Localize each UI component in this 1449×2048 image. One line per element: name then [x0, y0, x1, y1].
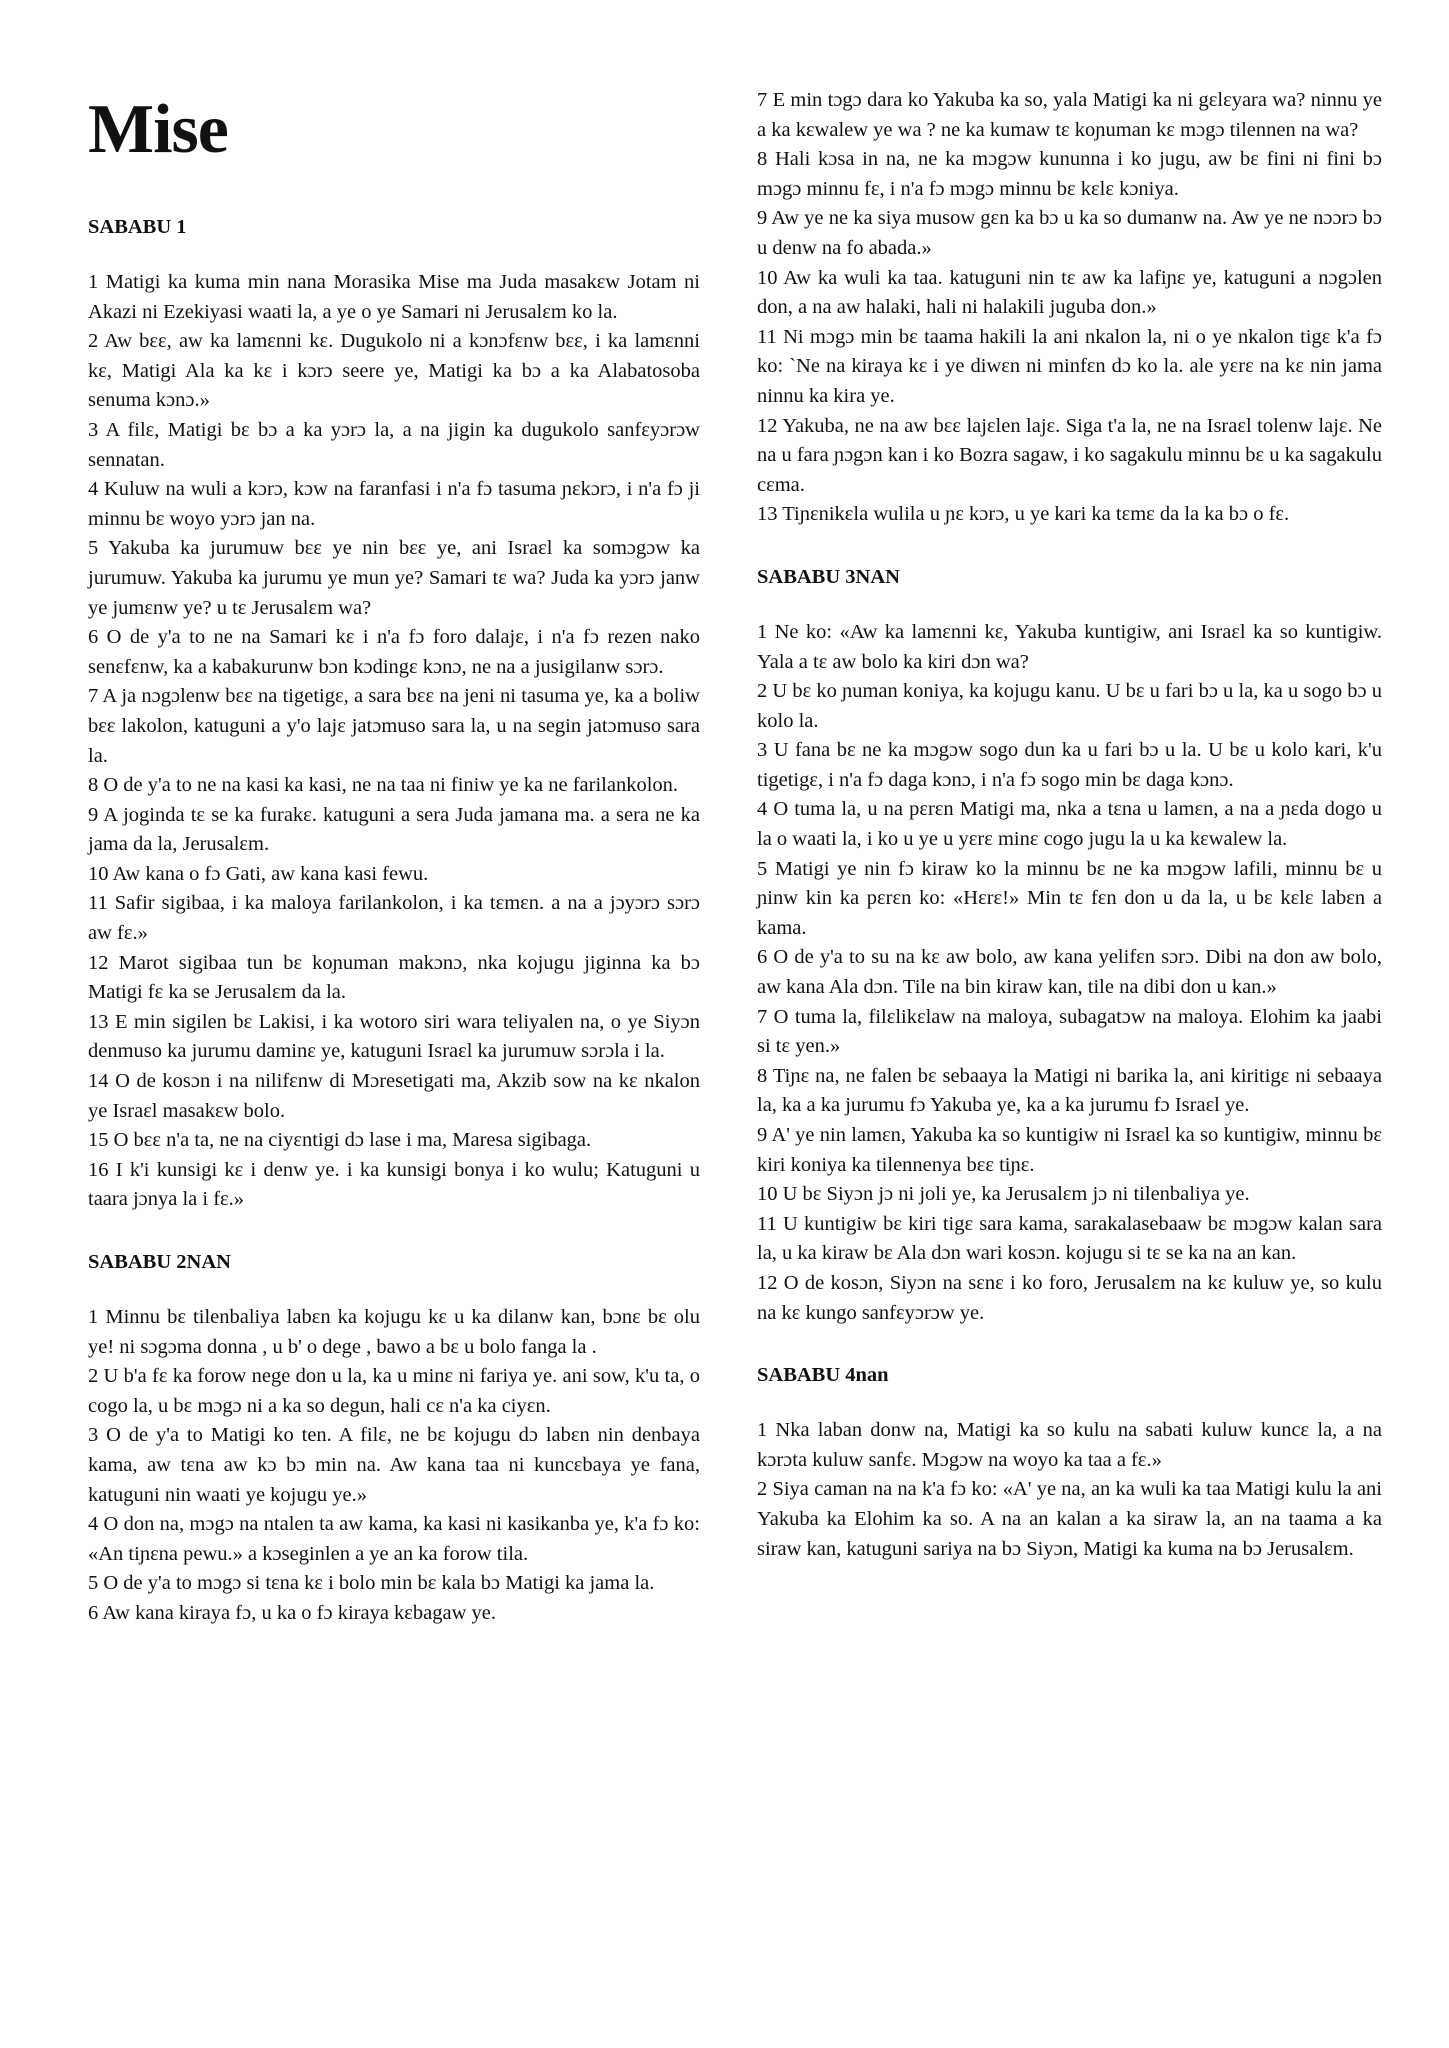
verse: 2 Siya caman na na k'a fɔ ko: «A' ye na, an ka wuli ka taa Matigi kulu la ani Yakuba ka Elohim ka so. A na an kalan a ka siraw la, an na taama a ka siraw kan, katuguni sariya na bɔ Siyɔn, Matigi ka kuma na bɔ Jerusalɛm.: [757, 1478, 1382, 1560]
verse: 6 O de y'a to su na kɛ aw bolo, aw kana yelifɛn sɔrɔ. Dibi na don aw bolo, aw kana Ala dɔn. Tile na bin kiraw kan, tile na dibi don u kan.»: [757, 946, 1382, 999]
verse: 3 U fana bɛ ne ka mɔgɔw sogo dun ka u fari bɔ u la. U bɛ u kolo kari, k'u tigetigɛ, i n'a fɔ daga kɔnɔ, i n'a fɔ sogo min bɛ daga kɔnɔ.: [757, 739, 1382, 791]
chapter-4: [757, 1362, 1382, 1564]
verse: 13 Tiɲɛnikɛla wulila u ɲɛ kɔrɔ, u ye kari ka tɛmɛ da la ka bɔ o fɛ.: [757, 503, 1290, 526]
verse: 1 Matigi ka kuma min nana Morasika Mise ma Juda masakɛw Jotam ni Akazi ni Ezekiyasi waati la, a ye o ye Samari ni Jerusalɛm ko la.: [88, 271, 700, 323]
verse: 11 U kuntigiw bɛ kiri tigɛ sara kama, sarakalasebaaw bɛ mɔgɔw kalan sara la, u ka kiraw bɛ Ala dɔn wari kosɔn. kojugu si tɛ se ka na an kan.: [757, 1212, 1382, 1265]
verse: 3 O de y'a to Matigi ko ten. A filɛ, ne bɛ kojugu dɔ labɛn nin denbaya kama, aw tɛna aw kɔ bɔ min na. Aw kana taa ni kuncɛbaya ye fana, katuguni nin waati ye kojugu ye.»: [88, 1424, 700, 1506]
verse: 9 A joginda tɛ se ka furakɛ. katuguni a sera Juda jamana ma. a sera ne ka jama da la, Jerusalɛm.: [88, 803, 700, 856]
verse: 7 A ja nɔgɔlenw bɛɛ na tigetigɛ, a sara bɛɛ na jeni ni tasuma ye, ka a boliw bɛɛ lakolon, katuguni a y'o lajɛ jatɔmuso sara la, u na segin jatɔmuso sara la.: [88, 685, 700, 767]
verse: 7 E min tɔgɔ dara ko Yakuba ka so, yala Matigi ka ni gɛlɛyara wa? ninnu ye a ka kɛwalew ye wa ? ne ka kumaw tɛ koɲuman kɛ mɔgɔ tilennen na wa?: [757, 89, 1382, 141]
verse: 11 Safir sigibaa, i ka maloya farilankolon, i ka tɛmɛn. a na a jɔyɔrɔ sɔrɔ aw fɛ.»: [88, 892, 700, 945]
right-column: [757, 0, 1382, 1564]
verse: 4 Kuluw na wuli a kɔrɔ, kɔw na faranfasi i n'a fɔ tasuma ɲɛkɔrɔ, i n'a fɔ ji minnu bɛ woyo yɔrɔ jan na.: [88, 478, 700, 530]
verse: 10 Aw kana o fɔ Gati, aw kana kasi fewu.: [88, 862, 429, 885]
chapter-2-continued: [757, 86, 1382, 530]
chapter-3: [757, 564, 1382, 1328]
chapter-1: [88, 214, 700, 1215]
verse: 12 Marot sigibaa tun bɛ koɲuman makɔnɔ, nka kojugu jiginna ka bɔ Matigi fɛ ka se Jerusalɛm da la.: [88, 951, 700, 1004]
verse: 16 I k'i kunsigi kɛ i denw ye. i ka kunsigi bonya i ko wulu; Katuguni u taara jɔnya la i fɛ.»: [88, 1158, 700, 1211]
verse: 9 A' ye nin lamɛn, Yakuba ka so kuntigiw ni Israɛl ka so kuntigiw, minnu bɛ kiri koniya ka tilennenya bɛɛ tiɲɛ.: [757, 1124, 1382, 1176]
verse: 5 Yakuba ka jurumuw bɛɛ ye nin bɛɛ ye, ani Israɛl ka somɔgɔw ka jurumuw. Yakuba ka jurumu ye mun ye? Samari tɛ wa? Juda ka yɔrɔ janw ye jumɛnw ye? u tɛ Jerusalɛm wa?: [88, 537, 700, 619]
verse: 8 Hali kɔsa in na, ne ka mɔgɔw kununna i ko jugu, aw bɛ fini ni fini bɔ mɔgɔ minnu fɛ, i n'a fɔ mɔgɔ minnu bɛ kɛlɛ kɔniya.: [757, 148, 1382, 200]
verse: 11 Ni mɔgɔ min bɛ taama hakili la ani nkalon la, ni o ye nkalon tigɛ k'a fɔ ko: `Ne na kiraya kɛ i ye diwɛn ni minfɛn dɔ ko la. ale yɛrɛ na kɛ nin jama ninnu ka kira ye.: [757, 325, 1382, 407]
chapter-2: [88, 1249, 700, 1629]
verse: 14 O de kosɔn i na nilifɛnw di Mɔresetigati ma, Akzib sow na kɛ nkalon ye Israɛl masakɛw bolo.: [88, 1070, 700, 1122]
verse: 6 Aw kana kiraya fɔ, u ka o fɔ kiraya kɛbagaw ye.: [88, 1601, 497, 1624]
left-column: [88, 0, 700, 1629]
verse: 2 Aw bɛɛ, aw ka lamɛnni kɛ. Dugukolo ni a kɔnɔfɛnw bɛɛ, i ka lamɛnni kɛ, Matigi Ala ka kɛ i kɔrɔ seere ye, Matigi ka bɔ a ka Alabatosoba senuma kɔnɔ.»: [88, 330, 700, 412]
page-title: Mise: [88, 91, 228, 168]
verse: 8 Tiɲɛ na, ne falen bɛ sebaaya la Matigi ni barika la, ani kiritigɛ ni sebaaya la, ka a ka jurumu fɔ Yakuba ye, ka a ka jurumu fɔ Israɛl ye.: [757, 1064, 1382, 1117]
verse: 2 U b'a fɛ ka forow nege don u la, ka u minɛ ni fariya ye. ani sow, k'u ta, o cogo la, u bɛ mɔgɔ ni a ka so degun, hali cɛ n'a ka ciyɛn.: [88, 1365, 700, 1417]
verse: 4 O don na, mɔgɔ na ntalen ta aw kama, ka kasi ni kasikanba ye, k'a fɔ ko: «An tiɲɛna pewu.» a kɔseginlen a ye an ka forow tila.: [88, 1513, 700, 1565]
verse: 12 O de kosɔn, Siyɔn na sɛnɛ i ko foro, Jerusalɛm na kɛ kuluw ye, so kulu na kɛ kungo sanfɛyɔrɔw ye.: [757, 1271, 1382, 1324]
verse: 8 O de y'a to ne na kasi ka kasi, ne na taa ni finiw ye ka ne farilankolon.: [88, 774, 679, 797]
verse: 1 Nka laban donw na, Matigi ka so kulu na sabati kuluw kuncɛ la, a na kɔrɔta kuluw sanfɛ. Mɔgɔw na woyo ka taa a fɛ.»: [757, 1419, 1382, 1471]
chapter-heading: SABABU 4nan: [757, 1364, 889, 1387]
verse: 2 U bɛ ko ɲuman koniya, ka kojugu kanu. U bɛ u fari bɔ u la, ka u sogo bɔ u kolo la.: [757, 680, 1382, 732]
verse: 10 Aw ka wuli ka taa. katuguni nin tɛ aw ka lafiɲɛ ye, katuguni a nɔgɔlen don, a na aw halaki, hali ni halakili juguba don.»: [757, 266, 1382, 319]
verse: 1 Minnu bɛ tilenbaliya labɛn ka kojugu kɛ u ka dilanw kan, bɔnɛ bɛ olu ye! ni sɔgɔma donna , u b' o dege , bawo a bɛ u bolo fanga la .: [88, 1306, 700, 1358]
verse: 3 A filɛ, Matigi bɛ bɔ a ka yɔrɔ la, a na jigin ka dugukolo sanfɛyɔrɔw sennatan.: [88, 418, 700, 471]
verse: 5 O de y'a to mɔgɔ si tɛna kɛ i bolo min bɛ kala bɔ Matigi ka jama la.: [88, 1572, 655, 1595]
verse: 12 Yakuba, ne na aw bɛɛ lajɛlen lajɛ. Siga t'a la, ne na Israɛl tolenw lajɛ. Ne na u fara ɲɔgɔn kan i ko Bozra sagaw, i ko sagakulu minnu bɛ u ka sagakulu cɛma.: [757, 414, 1382, 496]
verse: 15 O bɛɛ n'a ta, ne na ciyɛntigi dɔ lase i ma, Maresa sigibaga.: [88, 1129, 592, 1152]
verse: 9 Aw ye ne ka siya musow gɛn ka bɔ u ka so dumanw na. Aw ye ne nɔɔrɔ bɔ u denw na fo abada.»: [757, 207, 1382, 259]
verse: 6 O de y'a to ne na Samari kɛ i n'a fɔ foro dalajɛ, i n'a fɔ rezen nako senɛfɛnw, ka a kabakurunw bɔn kɔdingɛ kɔnɔ, ne na a jusigilanw sɔrɔ.: [88, 626, 700, 678]
chapter-heading: SABABU 1: [88, 216, 187, 238]
chapter-heading: SABABU 2NAN: [88, 1251, 231, 1273]
verse: 4 O tuma la, u na pɛrɛn Matigi ma, nka a tɛna u lamɛn, a na a ɲɛda dogo u la o waati la, i ko u ye u yɛrɛ minɛ cogo jugu la u ka kɛwalew la.: [757, 798, 1382, 851]
verse: 5 Matigi ye nin fɔ kiraw ko la minnu bɛ ne ka mɔgɔw lafili, minnu bɛ u ɲinw kin ka pɛrɛn ko: «Hɛrɛ!» Min tɛ fɛn don u da la, u bɛ kɛlɛ labɛn a kama.: [757, 857, 1382, 939]
verse: 1 Ne ko: «Aw ka lamɛnni kɛ, Yakuba kuntigiw, ani Israɛl ka so kuntigiw. Yala a tɛ aw bolo ka kiri dɔn wa?: [757, 620, 1382, 673]
verse: 13 E min sigilen bɛ Lakisi, i ka wotoro siri wara teliyalen na, o ye Siyɔn denmuso ka jurumu daminɛ ye, katuguni Israɛl ka jurumuw sɔrɔla i la.: [88, 1010, 700, 1063]
verse: 10 U bɛ Siyɔn jɔ ni joli ye, ka Jerusalɛm jɔ ni tilenbaliya ye.: [757, 1183, 1250, 1206]
chapter-heading: SABABU 3NAN: [757, 565, 900, 588]
verse: 7 O tuma la, filɛlikɛlaw na maloya, subagatɔw na maloya. Elohim ka jaabi si tɛ yen.»: [757, 1005, 1382, 1058]
